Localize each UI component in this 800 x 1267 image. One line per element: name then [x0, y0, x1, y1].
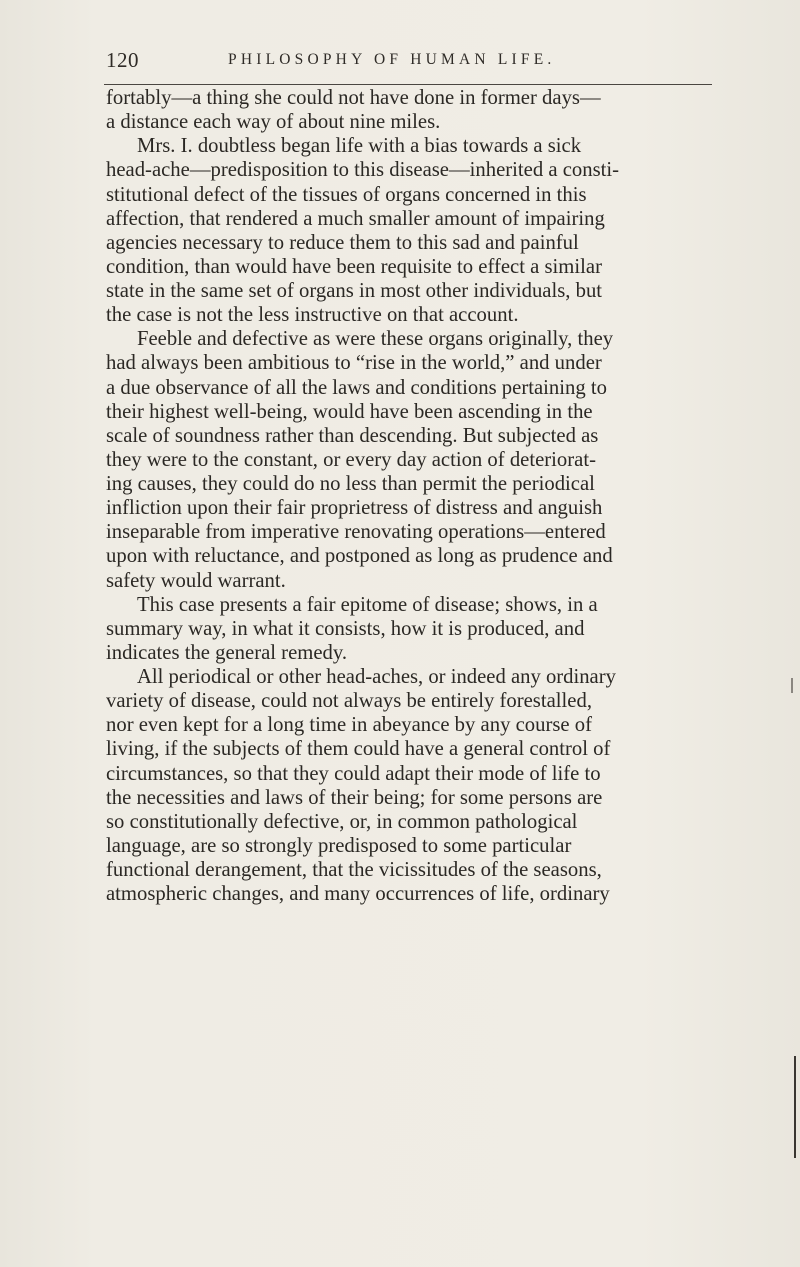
page-number: 120: [106, 48, 139, 72]
page-header: [106, 48, 718, 76]
page-edge-mark: [791, 678, 793, 693]
text-line: they were to the constant, or every day action of deteriorat-: [106, 448, 596, 471]
text-line: Mrs. I. doubtless began life with a bias towards a sick: [137, 135, 582, 158]
text-line: a distance each way of about nine miles.: [106, 111, 441, 134]
text-line: upon with reluctance, and postponed as long as prudence and: [106, 545, 613, 568]
text-line: fortably—a thing she could not have done in former days—: [106, 87, 601, 109]
text-line: summary way, in what it consists, how it is produced, and: [106, 617, 585, 640]
text-line: a due observance of all the laws and conditions pertaining to: [106, 376, 607, 399]
text-line: variety of disease, could not always be entirely forestalled,: [106, 690, 592, 713]
text-line: state in the same set of organs in most other individuals, but: [106, 280, 603, 302]
text-line: safety would warrant.: [106, 569, 286, 592]
page-edge-mark: [794, 1056, 796, 1158]
text-line: their highest well-being, would have been ascending in the: [106, 400, 593, 423]
text-line: ing causes, they could do no less than permit the periodical: [106, 473, 595, 495]
text-line: had always been ambitious to “rise in the world,” and under: [106, 352, 602, 375]
text-line: head-ache—predisposition to this disease—inherited a consti-: [106, 159, 620, 182]
text-line: agencies necessary to reduce them to this sad and painful: [106, 231, 579, 254]
running-title: PHILOSOPHY OF HUMAN LIFE.: [228, 51, 556, 68]
text-line: inseparable from imperative renovating operations—entered: [106, 521, 606, 544]
text-line: Feeble and defective as were these organs originally, they: [137, 328, 614, 351]
text-line: nor even kept for a long time in abeyance by any course of: [106, 714, 592, 737]
text-line: functional derangement, that the vicissitudes of the seasons,: [106, 859, 602, 881]
text-line: indicates the general remedy.: [106, 641, 348, 664]
header-rule: [104, 84, 712, 85]
text-line: infliction upon their fair proprietress of distress and anguish: [106, 497, 603, 520]
text-line: stitutional defect of the tissues of organs concerned in this: [106, 183, 587, 206]
text-line: condition, than would have been requisite to effect a similar: [106, 255, 602, 278]
text-line: language, are so strongly predisposed to some particular: [106, 834, 572, 857]
body-text: [106, 86, 736, 906]
text-line: This case presents a fair epitome of disease; shows, in a: [137, 593, 598, 616]
text-line: affection, that rendered a much smaller amount of impairing: [106, 207, 605, 230]
text-line: All periodical or other head-aches, or indeed any ordinary: [137, 666, 616, 688]
text-line: so constitutionally defective, or, in common pathological: [106, 810, 578, 833]
text-line: the case is not the less instructive on that account.: [106, 304, 519, 327]
text-line: circumstances, so that they could adapt their mode of life to: [106, 762, 601, 785]
text-line: the necessities and laws of their being; for some persons are: [106, 786, 603, 809]
text-line: scale of soundness rather than descending. But subjected as: [106, 424, 599, 447]
text-line: living, if the subjects of them could have a general control of: [106, 738, 611, 761]
text-line: atmospheric changes, and many occurrences of life, ordinary: [106, 883, 610, 906]
